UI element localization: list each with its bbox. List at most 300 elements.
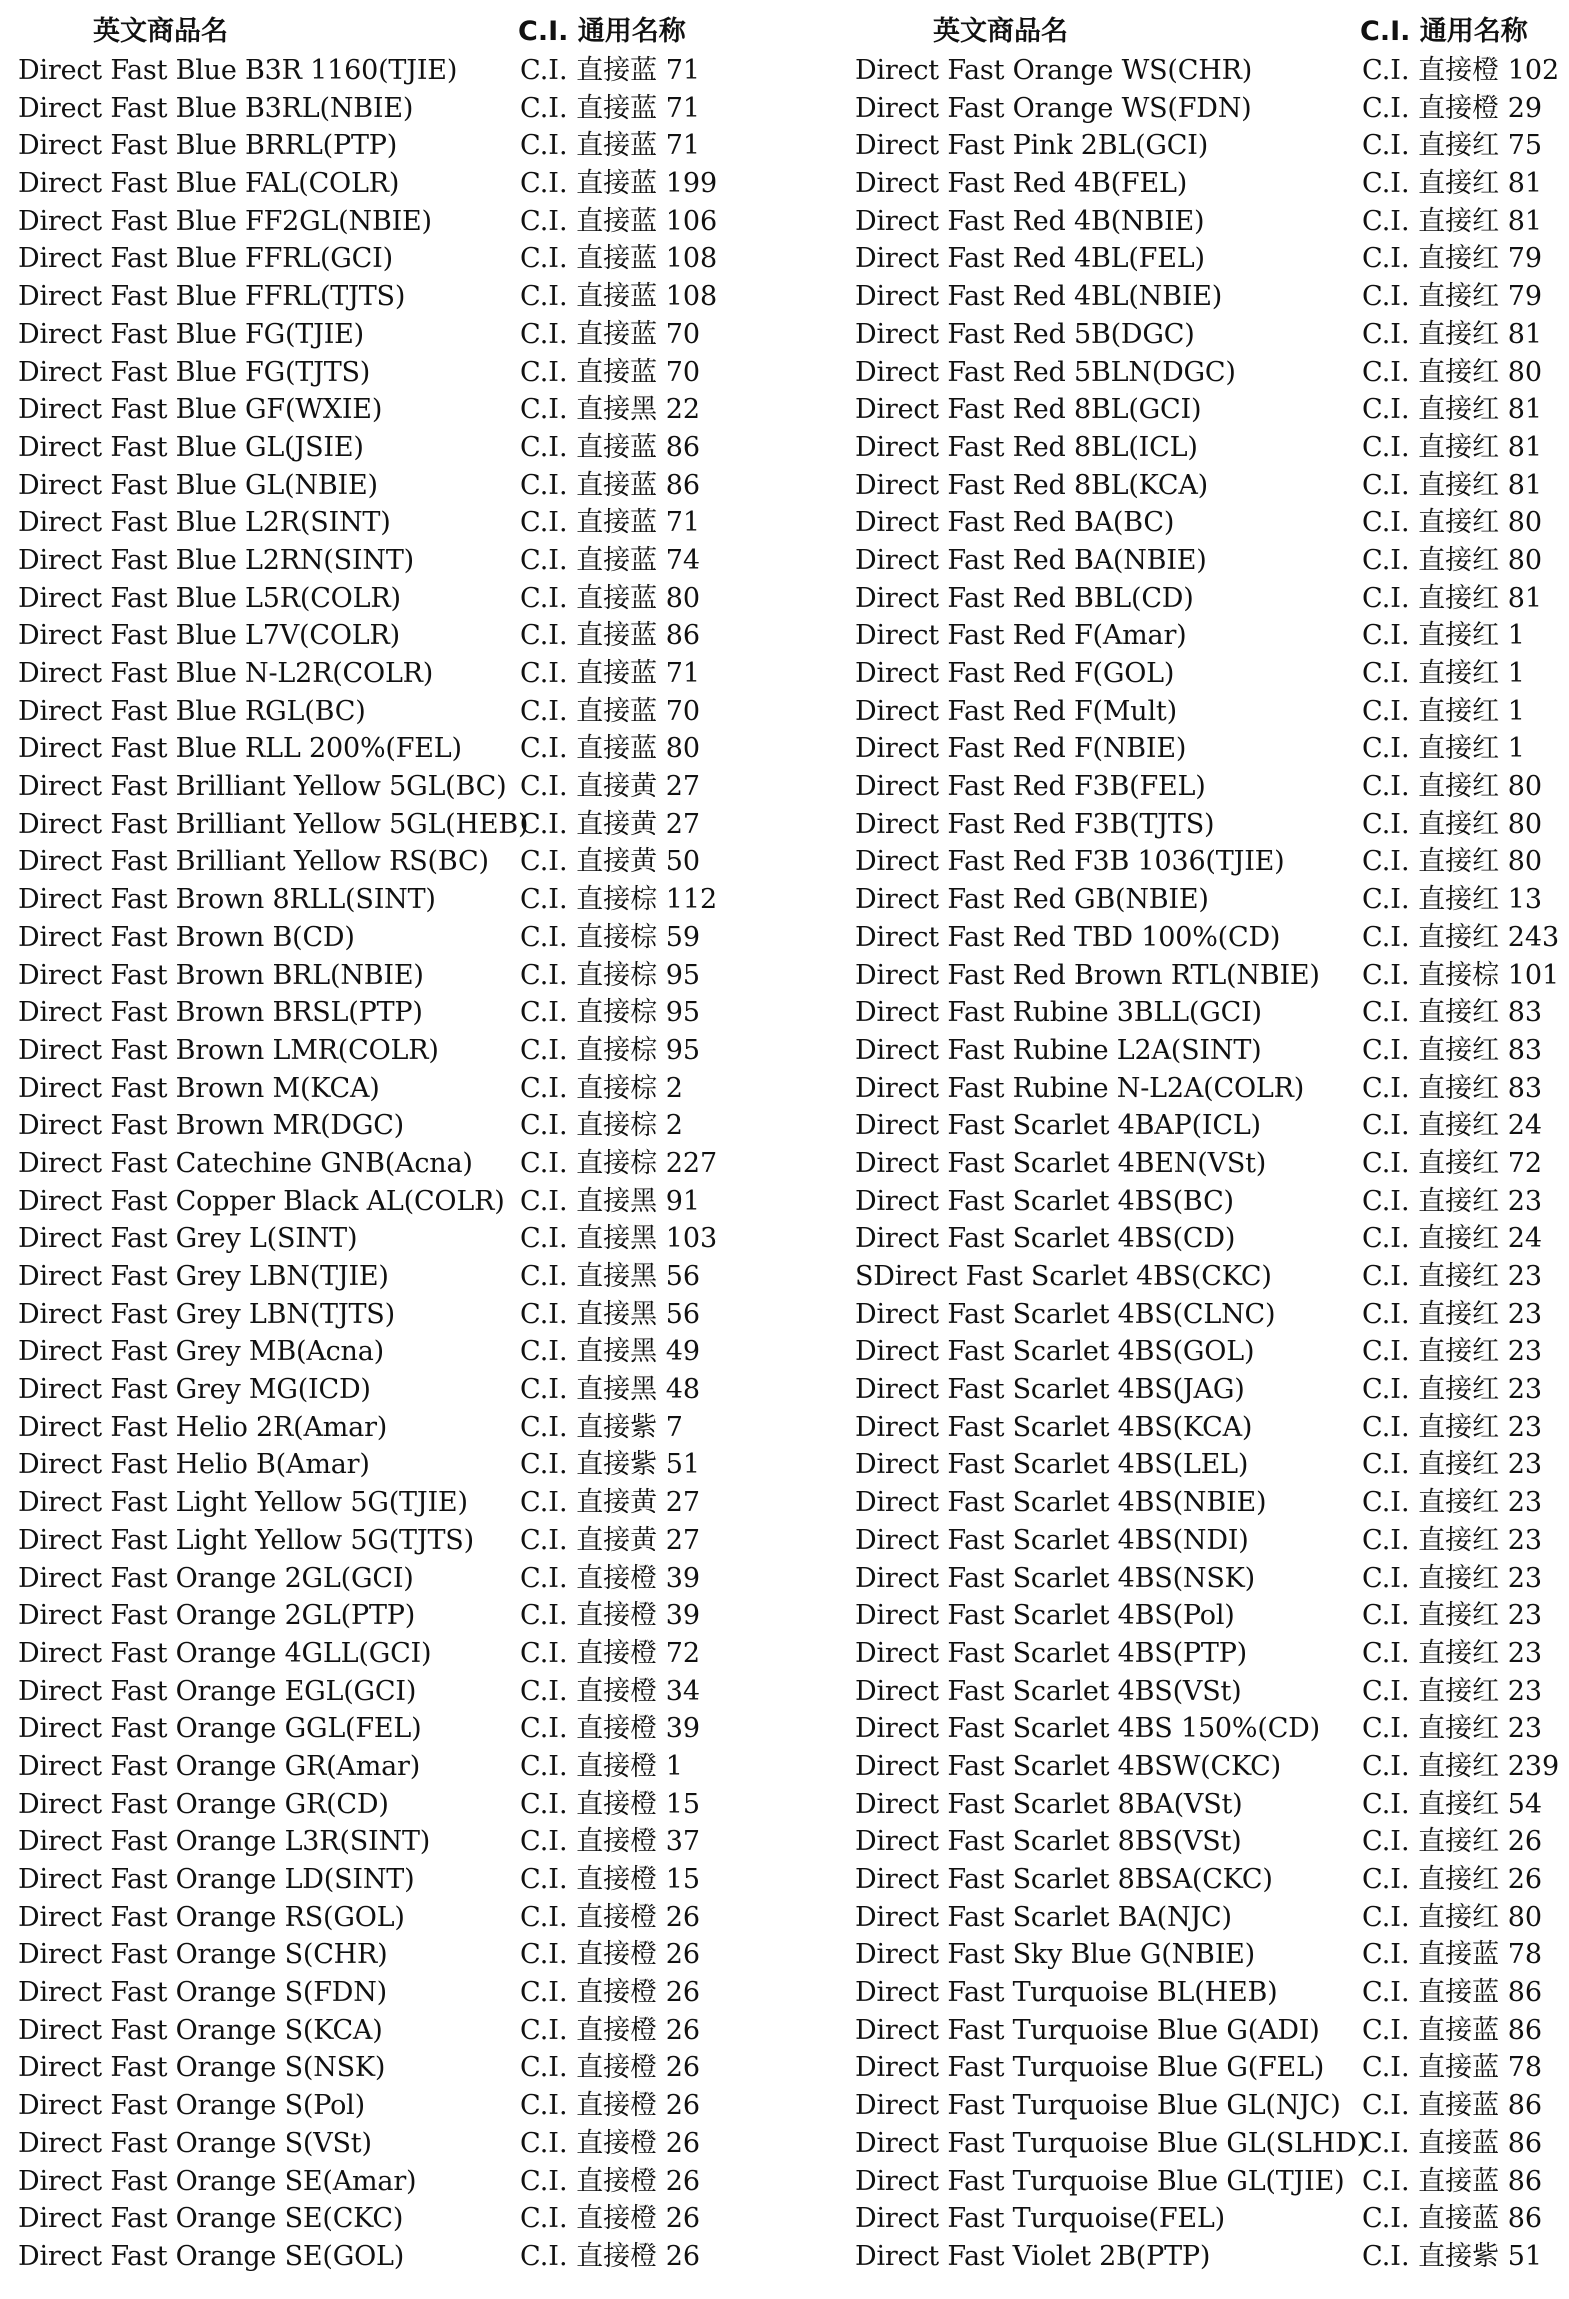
ci-generic-name: C.I. 直接红 83 — [1362, 997, 1543, 1029]
ci-generic-name: C.I. 直接红 80 — [1362, 771, 1543, 803]
product-name: Direct Fast Blue RLL 200%(FEL) — [18, 733, 462, 765]
table-row — [855, 881, 1569, 919]
product-name: Direct Fast Grey LBN(TJIE) — [18, 1261, 389, 1292]
product-name: Direct Fast Turquoise Blue GL(SLHD) — [855, 2127, 1367, 2159]
product-name: Direct Fast Orange S(FDN) — [18, 1977, 387, 2009]
table-row — [855, 1823, 1569, 1861]
ci-generic-name: C.I. 直接红 23 — [1362, 1336, 1543, 1368]
ci-generic-name: C.I. 直接红 72 — [1362, 1147, 1543, 1179]
ci-generic-name: C.I. 直接蓝 71 — [520, 658, 701, 689]
product-name: Direct Fast Blue FF2GL(NBIE) — [18, 205, 432, 237]
ci-generic-name: C.I. 直接红 239 — [1362, 1750, 1560, 1782]
ci-generic-name: C.I. 直接橙 39 — [520, 1600, 701, 1632]
product-name: Direct Fast Scarlet 4BS(Pol) — [855, 1600, 1235, 1632]
product-name: Direct Fast Orange S(KCA) — [18, 2014, 383, 2046]
product-name: Direct Fast Red GB(NBIE) — [855, 884, 1209, 916]
ci-generic-name: C.I. 直接红 23 — [1362, 1600, 1543, 1632]
ci-generic-name: C.I. 直接黑 49 — [520, 1336, 701, 1368]
product-name: Direct Fast Orange WS(FDN) — [855, 92, 1252, 124]
table-row — [18, 843, 778, 881]
table-row — [855, 655, 1569, 693]
ci-generic-name: C.I. 直接红 23 — [1362, 1713, 1543, 1745]
ci-generic-name: C.I. 直接蓝 108 — [520, 281, 718, 313]
table-row — [18, 1145, 778, 1183]
product-name: Direct Fast Scarlet 8BS(VSt) — [855, 1826, 1242, 1858]
table-row — [18, 2238, 778, 2276]
ci-generic-name: C.I. 直接红 80 — [1362, 356, 1543, 388]
table-row — [855, 2087, 1569, 2125]
ci-generic-name: C.I. 直接蓝 86 — [1362, 2165, 1543, 2197]
table-row — [855, 467, 1569, 505]
table-row — [855, 919, 1569, 957]
ci-generic-name: C.I. 直接红 24 — [1362, 1223, 1543, 1255]
table-row — [18, 467, 778, 505]
product-name: Direct Fast Turquoise Blue G(FEL) — [855, 2052, 1325, 2084]
table-row — [855, 1484, 1569, 1522]
right-table-header — [855, 12, 1569, 52]
ci-generic-name: C.I. 直接红 23 — [1362, 1374, 1543, 1406]
table-row — [18, 693, 778, 731]
table-row — [18, 919, 778, 957]
table-row — [855, 1899, 1569, 1937]
ci-generic-name: C.I. 直接红 23 — [1362, 1675, 1543, 1707]
product-name: Direct Fast Orange SE(Amar) — [18, 2165, 417, 2197]
product-name: Direct Fast Blue L2RN(SINT) — [18, 544, 414, 576]
product-name: Direct Fast Orange S(Pol) — [18, 2090, 365, 2122]
product-name: Direct Fast Red Brown RTL(NBIE) — [855, 959, 1320, 991]
table-row — [18, 1183, 778, 1221]
product-name: Direct Fast Blue L2R(SINT) — [18, 507, 391, 539]
ci-generic-name: C.I. 直接橙 72 — [520, 1637, 701, 1669]
left-table — [18, 12, 778, 2276]
ci-generic-name: C.I. 直接蓝 86 — [1362, 2203, 1543, 2235]
ci-generic-name: C.I. 直接橙 26 — [520, 2090, 701, 2122]
table-row — [18, 1786, 778, 1824]
ci-generic-name: C.I. 直接蓝 86 — [520, 469, 701, 501]
product-name: Direct Fast Red BA(NBIE) — [855, 544, 1207, 576]
ci-generic-name: C.I. 直接红 80 — [1362, 808, 1543, 840]
table-row — [855, 1936, 1569, 1974]
ci-generic-name: C.I. 直接棕 95 — [520, 1034, 701, 1066]
product-name: Direct Fast Orange EGL(GCI) — [18, 1675, 417, 1707]
product-name: Direct Fast Scarlet 4BSW(CKC) — [855, 1750, 1281, 1782]
ci-generic-name: C.I. 直接红 1 — [1362, 658, 1525, 689]
table-row — [855, 2049, 1569, 2087]
product-name: Direct Fast Orange RS(GOL) — [18, 1901, 405, 1933]
ci-generic-name: C.I. 直接蓝 70 — [520, 318, 701, 350]
table-row — [855, 165, 1569, 203]
product-name: Direct Fast Blue FAL(COLR) — [18, 168, 400, 200]
product-name: Direct Fast Orange L3R(SINT) — [18, 1826, 431, 1858]
product-name: Direct Fast Brown LMR(COLR) — [18, 1034, 439, 1066]
product-name: Direct Fast Scarlet 4BS(NSK) — [855, 1562, 1255, 1594]
table-row — [18, 1560, 778, 1598]
table-row — [855, 617, 1569, 655]
table-row — [18, 655, 778, 693]
ci-generic-name: C.I. 直接棕 95 — [520, 997, 701, 1029]
product-name: Direct Fast Blue L5R(COLR) — [18, 582, 401, 614]
table-row — [855, 994, 1569, 1032]
ci-generic-name: C.I. 直接橙 26 — [520, 2127, 701, 2159]
table-row — [855, 1258, 1569, 1296]
ci-generic-name: C.I. 直接蓝 70 — [520, 695, 701, 727]
ci-generic-name: C.I. 直接红 1 — [1362, 695, 1525, 727]
ci-generic-name: C.I. 直接红 83 — [1362, 1072, 1543, 1104]
ci-generic-name: C.I. 直接红 81 — [1362, 205, 1543, 237]
ci-generic-name: C.I. 直接棕 112 — [520, 884, 718, 916]
table-row — [18, 1220, 778, 1258]
product-name: Direct Fast Scarlet 4BS(KCA) — [855, 1411, 1253, 1443]
ci-generic-name: C.I. 直接橙 26 — [520, 1977, 701, 2009]
ci-generic-name: C.I. 直接紫 7 — [520, 1411, 683, 1443]
ci-generic-name: C.I. 直接红 80 — [1362, 507, 1543, 539]
product-name: Direct Fast Scarlet 4BAP(ICL) — [855, 1110, 1261, 1142]
product-name: Direct Fast Scarlet 4BS(NBIE) — [855, 1487, 1267, 1519]
ci-generic-name: C.I. 直接红 75 — [1362, 130, 1543, 162]
table-row — [855, 1673, 1569, 1711]
product-name: Direct Fast Helio B(Amar) — [18, 1449, 370, 1481]
product-name: Direct Fast Blue B3RL(NBIE) — [18, 92, 414, 124]
product-name: Direct Fast Brilliant Yellow RS(BC) — [18, 846, 489, 878]
table-row — [18, 1032, 778, 1070]
ci-generic-name: C.I. 直接棕 2 — [520, 1110, 683, 1142]
table-row — [18, 1710, 778, 1748]
ci-generic-name: C.I. 直接橙 34 — [520, 1675, 701, 1707]
ci-generic-name: C.I. 直接蓝 70 — [520, 356, 701, 388]
product-name: Direct Fast Red F(Mult) — [855, 695, 1177, 727]
ci-generic-name: C.I. 直接红 23 — [1362, 1449, 1543, 1481]
table-row — [18, 730, 778, 768]
table-row — [18, 1371, 778, 1409]
product-name: Direct Fast Brown BRSL(PTP) — [18, 997, 423, 1029]
product-name: Direct Fast Grey LBN(TJTS) — [18, 1298, 395, 1330]
ci-generic-name: C.I. 直接蓝 78 — [1362, 1939, 1543, 1971]
table-row — [855, 1296, 1569, 1334]
ci-generic-name: C.I. 直接紫 51 — [1362, 2240, 1543, 2272]
ci-generic-name: C.I. 直接蓝 199 — [520, 168, 718, 200]
ci-generic-name: C.I. 直接红 80 — [1362, 846, 1543, 878]
table-row — [18, 2012, 778, 2050]
table-row — [855, 2163, 1569, 2201]
ci-generic-name: C.I. 直接黄 50 — [520, 846, 701, 878]
header-product-name: 英文商品名 — [933, 16, 1068, 47]
product-name: Direct Fast Red TBD 100%(CD) — [855, 921, 1281, 953]
product-name: Direct Fast Violet 2B(PTP) — [855, 2240, 1211, 2272]
ci-generic-name: C.I. 直接黑 56 — [520, 1261, 701, 1292]
table-row — [18, 1635, 778, 1673]
table-row — [18, 1107, 778, 1145]
left-table-header — [18, 12, 778, 52]
product-name: Direct Fast Grey MB(Acna) — [18, 1336, 384, 1368]
table-row — [18, 1258, 778, 1296]
ci-generic-name: C.I. 直接红 81 — [1362, 469, 1543, 501]
product-name: Direct Fast Red 4BL(NBIE) — [855, 281, 1223, 313]
table-row — [855, 542, 1569, 580]
product-name: Direct Fast Blue L7V(COLR) — [18, 620, 400, 652]
ci-generic-name: C.I. 直接红 81 — [1362, 582, 1543, 614]
ci-generic-name: C.I. 直接红 23 — [1362, 1185, 1543, 1217]
product-name: Direct Fast Orange LD(SINT) — [18, 1864, 415, 1895]
product-name: Direct Fast Sky Blue G(NBIE) — [855, 1939, 1256, 1971]
table-row — [855, 429, 1569, 467]
table-row — [18, 2049, 778, 2087]
ci-generic-name: C.I. 直接蓝 78 — [1362, 2052, 1543, 2084]
ci-generic-name: C.I. 直接黄 27 — [520, 1524, 701, 1556]
table-row — [855, 768, 1569, 806]
ci-generic-name: C.I. 直接红 243 — [1362, 921, 1560, 953]
product-name: Direct Fast Red F(NBIE) — [855, 733, 1187, 765]
ci-generic-name: C.I. 直接黑 103 — [520, 1223, 718, 1255]
header-ci-name: C.I. 通用名称 — [518, 16, 686, 47]
ci-generic-name: C.I. 直接黄 27 — [520, 808, 701, 840]
product-name: Direct Fast Blue FFRL(TJTS) — [18, 281, 406, 313]
product-name: Direct Fast Catechine GNB(Acna) — [18, 1147, 473, 1179]
table-row — [18, 1446, 778, 1484]
product-name: Direct Fast Red F3B(FEL) — [855, 771, 1206, 803]
ci-generic-name: C.I. 直接红 23 — [1362, 1637, 1543, 1669]
product-name: Direct Fast Copper Black AL(COLR) — [18, 1185, 505, 1217]
product-name: Direct Fast Orange S(VSt) — [18, 2127, 372, 2159]
table-row — [18, 1823, 778, 1861]
table-row — [18, 2200, 778, 2238]
product-name: Direct Fast Red F3B(TJTS) — [855, 808, 1215, 840]
table-row — [855, 1409, 1569, 1447]
product-name: Direct Fast Orange GR(Amar) — [18, 1750, 421, 1782]
product-name: Direct Fast Orange S(CHR) — [18, 1939, 388, 1971]
product-name: Direct Fast Helio 2R(Amar) — [18, 1411, 388, 1443]
ci-generic-name: C.I. 直接橙 15 — [520, 1864, 701, 1895]
product-name: Direct Fast Red BA(BC) — [855, 507, 1175, 539]
table-row — [855, 203, 1569, 241]
ci-generic-name: C.I. 直接红 1 — [1362, 733, 1525, 765]
table-row — [855, 730, 1569, 768]
table-row — [855, 2238, 1569, 2276]
product-name: Direct Fast Orange S(NSK) — [18, 2052, 386, 2084]
table-row — [18, 881, 778, 919]
product-name: Direct Fast Brown BRL(NBIE) — [18, 959, 424, 991]
product-name: Direct Fast Blue GL(NBIE) — [18, 469, 378, 501]
product-name: Direct Fast Turquoise BL(HEB) — [855, 1977, 1278, 2009]
header-product-name: 英文商品名 — [93, 16, 228, 47]
table-row — [18, 1597, 778, 1635]
product-name: Direct Fast Scarlet 4BS 150%(CD) — [855, 1713, 1320, 1745]
ci-generic-name: C.I. 直接橙 39 — [520, 1713, 701, 1745]
ci-generic-name: C.I. 直接蓝 86 — [1362, 2090, 1543, 2122]
table-row — [855, 1635, 1569, 1673]
ci-generic-name: C.I. 直接红 23 — [1362, 1298, 1543, 1330]
ci-generic-name: C.I. 直接红 54 — [1362, 1788, 1543, 1820]
product-name: Direct Fast Rubine 3BLL(GCI) — [855, 997, 1262, 1029]
product-name: Direct Fast Red F(Amar) — [855, 620, 1187, 652]
product-name: Direct Fast Blue N-L2R(COLR) — [18, 658, 434, 689]
product-name: Direct Fast Red 8BL(KCA) — [855, 469, 1209, 501]
table-row — [18, 957, 778, 995]
table-row — [855, 1597, 1569, 1635]
product-name: Direct Fast Red F3B 1036(TJIE) — [855, 846, 1285, 878]
product-name: Direct Fast Rubine L2A(SINT) — [855, 1034, 1262, 1066]
ci-generic-name: C.I. 直接红 23 — [1362, 1411, 1543, 1443]
ci-generic-name: C.I. 直接红 23 — [1362, 1261, 1543, 1292]
product-name: Direct Fast Scarlet 4BS(VSt) — [855, 1675, 1242, 1707]
ci-generic-name: C.I. 直接橙 26 — [520, 2014, 701, 2046]
table-row — [18, 52, 778, 90]
ci-generic-name: C.I. 直接蓝 86 — [1362, 1977, 1543, 2009]
table-row — [18, 2163, 778, 2201]
table-row — [855, 1107, 1569, 1145]
table-row — [18, 504, 778, 542]
table-row — [18, 429, 778, 467]
product-name: Direct Fast Blue B3R 1160(TJIE) — [18, 55, 458, 86]
table-row — [18, 1936, 778, 1974]
product-name: Direct Fast Red BBL(CD) — [855, 582, 1194, 614]
ci-generic-name: C.I. 直接橙 15 — [520, 1788, 701, 1820]
ci-generic-name: C.I. 直接橙 102 — [1362, 55, 1560, 86]
table-row — [18, 278, 778, 316]
ci-generic-name: C.I. 直接橙 26 — [520, 1901, 701, 1933]
product-name: Direct Fast Orange 2GL(GCI) — [18, 1562, 414, 1594]
ci-generic-name: C.I. 直接红 26 — [1362, 1826, 1543, 1858]
product-name: Direct Fast Scarlet 4BS(JAG) — [855, 1374, 1245, 1406]
product-name: Direct Fast Orange 4GLL(GCI) — [18, 1637, 432, 1669]
table-row — [18, 806, 778, 844]
product-name: Direct Fast Scarlet 4BS(NDI) — [855, 1524, 1249, 1556]
table-row — [855, 1032, 1569, 1070]
table-row — [855, 240, 1569, 278]
ci-generic-name: C.I. 直接蓝 86 — [520, 620, 701, 652]
ci-generic-name: C.I. 直接棕 2 — [520, 1072, 683, 1104]
table-row — [18, 1673, 778, 1711]
product-name: Direct Fast Scarlet BA(NJC) — [855, 1901, 1232, 1933]
table-row — [855, 693, 1569, 731]
product-name: Direct Fast Red 8BL(ICL) — [855, 431, 1198, 463]
product-name: Direct Fast Brown 8RLL(SINT) — [18, 884, 436, 916]
table-row — [855, 1371, 1569, 1409]
ci-generic-name: C.I. 直接橙 37 — [520, 1826, 701, 1858]
product-name: Direct Fast Scarlet 4BS(BC) — [855, 1185, 1234, 1217]
ci-generic-name: C.I. 直接红 1 — [1362, 620, 1525, 652]
product-name: Direct Fast Orange WS(CHR) — [855, 55, 1253, 86]
table-row — [18, 165, 778, 203]
product-name: Direct Fast Scarlet 4BS(CLNC) — [855, 1298, 1276, 1330]
product-name: Direct Fast Grey L(SINT) — [18, 1223, 358, 1255]
ci-generic-name: C.I. 直接橙 39 — [520, 1562, 701, 1594]
table-row — [18, 2087, 778, 2125]
table-row — [18, 203, 778, 241]
table-row — [855, 391, 1569, 429]
ci-generic-name: C.I. 直接红 81 — [1362, 318, 1543, 350]
ci-generic-name: C.I. 直接橙 26 — [520, 2240, 701, 2272]
table-row — [18, 127, 778, 165]
product-name: Direct Fast Orange SE(GOL) — [18, 2240, 405, 2272]
product-name: Direct Fast Turquoise Blue G(ADI) — [855, 2014, 1320, 2046]
table-row — [18, 1899, 778, 1937]
ci-generic-name: C.I. 直接黑 56 — [520, 1298, 701, 1330]
table-row — [18, 1861, 778, 1899]
table-row — [18, 580, 778, 618]
product-name: Direct Fast Blue GF(WXIE) — [18, 394, 383, 426]
ci-generic-name: C.I. 直接蓝 71 — [520, 130, 701, 162]
table-row — [855, 354, 1569, 392]
product-name: Direct Fast Red 4B(NBIE) — [855, 205, 1205, 237]
ci-generic-name: C.I. 直接红 23 — [1362, 1524, 1543, 1556]
table-row — [855, 278, 1569, 316]
product-name: Direct Fast Blue FG(TJTS) — [18, 356, 371, 388]
ci-generic-name: C.I. 直接红 80 — [1362, 544, 1543, 576]
ci-generic-name: C.I. 直接蓝 71 — [520, 507, 701, 539]
table-row — [855, 1710, 1569, 1748]
table-row — [18, 391, 778, 429]
table-row — [855, 2012, 1569, 2050]
table-row — [855, 316, 1569, 354]
ci-generic-name: C.I. 直接棕 59 — [520, 921, 701, 953]
table-row — [18, 2125, 778, 2163]
product-name: Direct Fast Blue FFRL(GCI) — [18, 243, 393, 275]
ci-generic-name: C.I. 直接红 81 — [1362, 431, 1543, 463]
ci-generic-name: C.I. 直接蓝 86 — [1362, 2014, 1543, 2046]
product-name: Direct Fast Light Yellow 5G(TJIE) — [18, 1487, 468, 1519]
table-row — [855, 1446, 1569, 1484]
ci-generic-name: C.I. 直接黑 91 — [520, 1185, 701, 1217]
product-name: Direct Fast Turquoise Blue GL(NJC) — [855, 2090, 1341, 2122]
product-name: Direct Fast Blue BRRL(PTP) — [18, 130, 398, 162]
table-row — [855, 1861, 1569, 1899]
table-row — [855, 127, 1569, 165]
ci-generic-name: C.I. 直接橙 29 — [1362, 92, 1543, 124]
table-row — [18, 1296, 778, 1334]
product-name: Direct Fast Scarlet 4BS(CD) — [855, 1223, 1236, 1255]
ci-generic-name: C.I. 直接棕 95 — [520, 959, 701, 991]
product-name: Direct Fast Blue RGL(BC) — [18, 695, 366, 727]
product-name: Direct Fast Brown B(CD) — [18, 921, 355, 953]
table-row — [855, 580, 1569, 618]
table-row — [855, 843, 1569, 881]
table-row — [18, 617, 778, 655]
ci-generic-name: C.I. 直接红 81 — [1362, 394, 1543, 426]
right-table — [855, 12, 1569, 2276]
product-name: Direct Fast Brown MR(DGC) — [18, 1110, 405, 1142]
product-name: Direct Fast Orange 2GL(PTP) — [18, 1600, 416, 1632]
ci-generic-name: C.I. 直接蓝 71 — [520, 55, 701, 86]
product-name: Direct Fast Red 4BL(FEL) — [855, 243, 1205, 275]
product-name: Direct Fast Rubine N-L2A(COLR) — [855, 1072, 1305, 1104]
table-row — [855, 504, 1569, 542]
header-ci-name: C.I. 通用名称 — [1360, 16, 1528, 47]
ci-generic-name: C.I. 直接黑 48 — [520, 1374, 701, 1406]
table-row — [18, 768, 778, 806]
table-row — [855, 957, 1569, 995]
product-name: Direct Fast Brown M(KCA) — [18, 1072, 380, 1104]
product-name: Direct Fast Scarlet 8BSA(CKC) — [855, 1864, 1273, 1895]
ci-generic-name: C.I. 直接红 26 — [1362, 1864, 1543, 1895]
product-name: Direct Fast Brilliant Yellow 5GL(BC) — [18, 771, 507, 803]
ci-generic-name: C.I. 直接橙 1 — [520, 1750, 683, 1782]
ci-generic-name: C.I. 直接红 79 — [1362, 281, 1543, 313]
table-row — [18, 1333, 778, 1371]
ci-generic-name: C.I. 直接橙 26 — [520, 2052, 701, 2084]
table-row — [855, 806, 1569, 844]
table-row — [855, 90, 1569, 128]
table-row — [18, 1522, 778, 1560]
table-row — [18, 542, 778, 580]
product-name: Direct Fast Brilliant Yellow 5GL(HEB) — [18, 808, 529, 840]
product-name: Direct Fast Red F(GOL) — [855, 658, 1175, 689]
table-row — [855, 1974, 1569, 2012]
table-row — [18, 354, 778, 392]
ci-generic-name: C.I. 直接蓝 108 — [520, 243, 718, 275]
ci-generic-name: C.I. 直接蓝 80 — [520, 582, 701, 614]
ci-generic-name: C.I. 直接红 83 — [1362, 1034, 1543, 1066]
table-row — [855, 1220, 1569, 1258]
